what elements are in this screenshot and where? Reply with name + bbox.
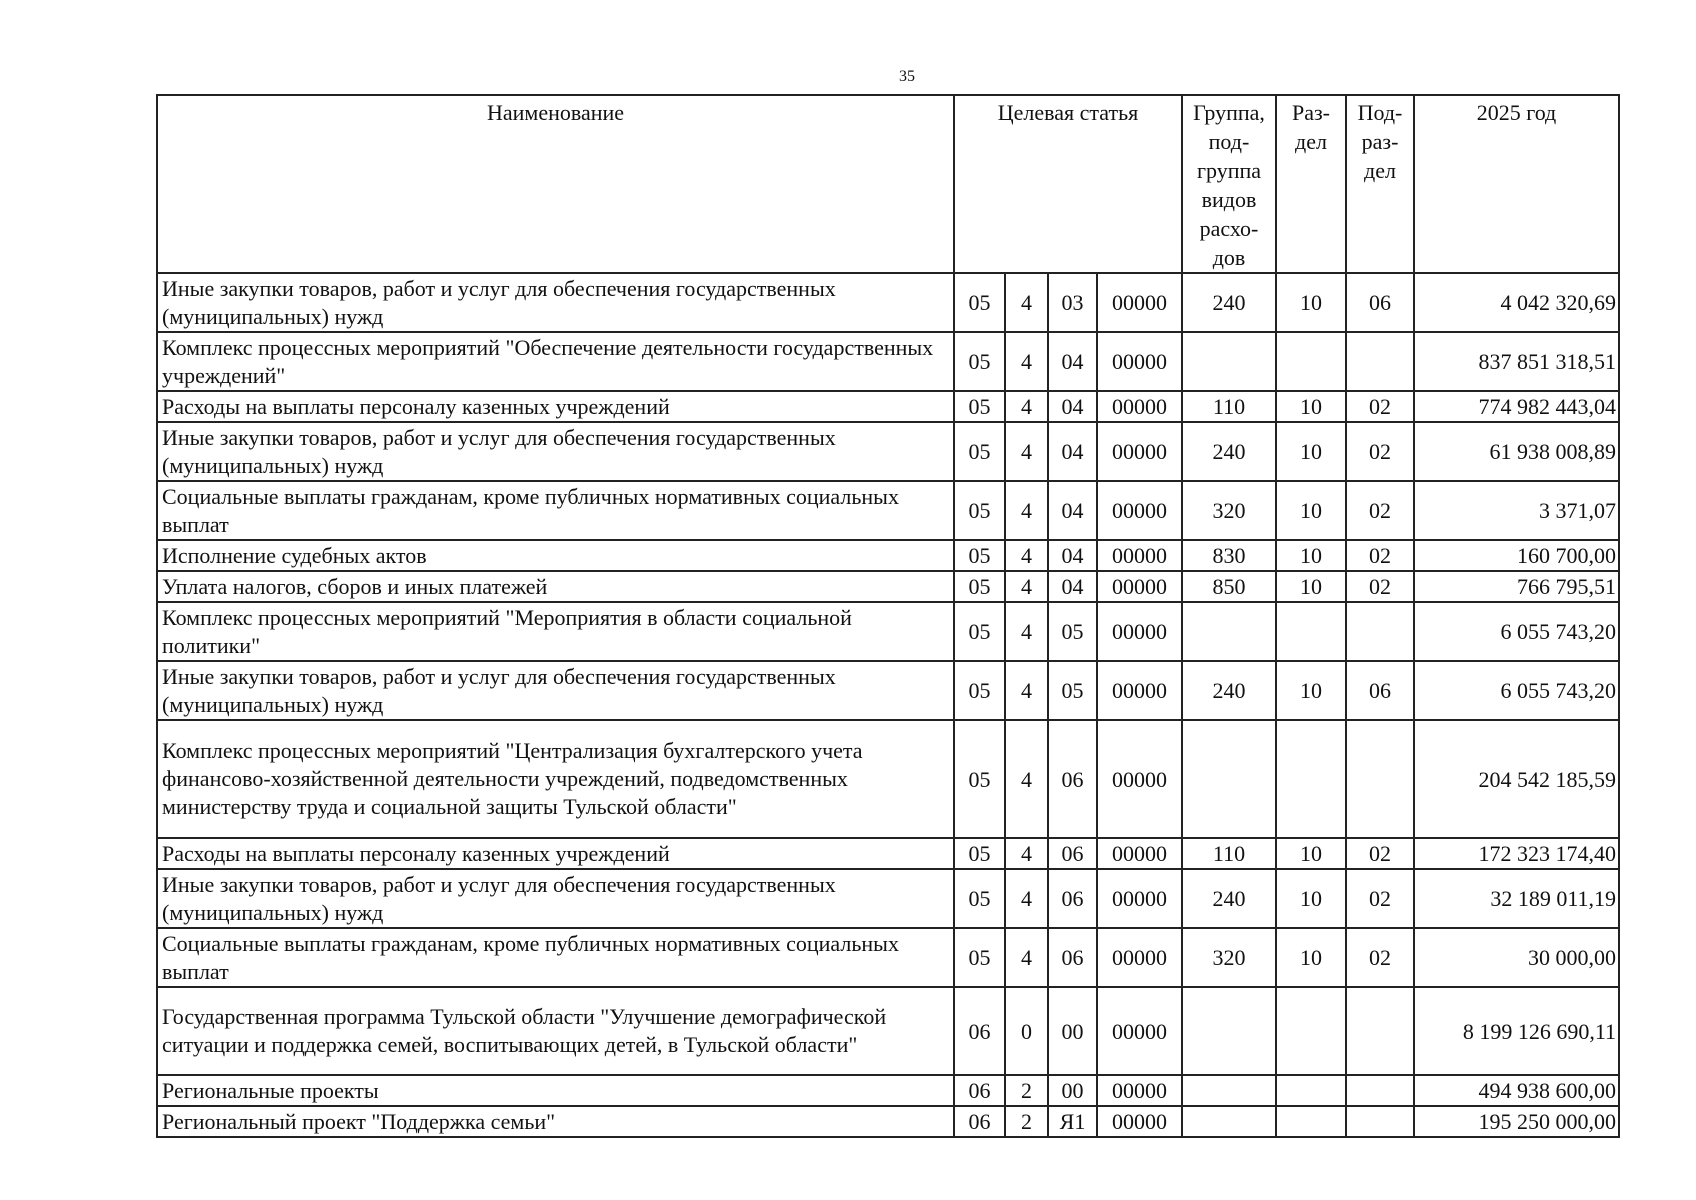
amount-2025: 774 982 443,04 [1414,391,1619,422]
code-subprogram: 4 [1005,928,1048,987]
code-subprogram: 4 [1005,481,1048,540]
code-element: 00 [1048,1075,1097,1106]
amount-2025: 6 055 743,20 [1414,602,1619,661]
subsection-code: 02 [1346,481,1414,540]
row-name: Расходы на выплаты персоналу казенных учреждений [157,838,954,869]
table-row [157,1106,1619,1137]
subsection-code: 02 [1346,391,1414,422]
table-row [157,273,1619,332]
expense-group: 110 [1182,838,1276,869]
code-program: 05 [954,332,1005,391]
code-direction: 00000 [1097,602,1182,661]
code-program: 06 [954,1075,1005,1106]
code-direction: 00000 [1097,422,1182,481]
subsection-code [1346,602,1414,661]
row-name: Региональные проекты [157,1075,954,1106]
expense-group [1182,720,1276,838]
code-direction: 00000 [1097,928,1182,987]
amount-2025: 494 938 600,00 [1414,1075,1619,1106]
row-name: Иные закупки товаров, работ и услуг для обеспечения государственных (муниципальных) нужд [157,869,954,928]
code-program: 05 [954,720,1005,838]
row-name: Иные закупки товаров, работ и услуг для обеспечения государственных (муниципальных) нужд [157,661,954,720]
table-header-row [157,95,1619,273]
header-subsection: Под- раз- дел [1346,95,1414,273]
code-direction: 00000 [1097,332,1182,391]
table-row [157,869,1619,928]
header-name: Наименование [157,95,954,273]
table-row [157,661,1619,720]
section-code: 10 [1276,273,1346,332]
table-row [157,928,1619,987]
section-code [1276,1075,1346,1106]
subsection-code: 06 [1346,273,1414,332]
header-group: Группа, под- группа видов расхо- дов [1182,95,1276,273]
table-row [157,481,1619,540]
subsection-code [1346,1106,1414,1137]
row-name: Уплата налогов, сборов и иных платежей [157,571,954,602]
code-subprogram: 4 [1005,273,1048,332]
section-code: 10 [1276,928,1346,987]
amount-2025: 3 371,07 [1414,481,1619,540]
expense-group: 320 [1182,928,1276,987]
table-row [157,332,1619,391]
page-number: 35 [899,68,915,85]
code-element: 04 [1048,332,1097,391]
amount-2025: 172 323 174,40 [1414,838,1619,869]
row-name: Региональный проект "Поддержка семьи" [157,1106,954,1137]
amount-2025: 837 851 318,51 [1414,332,1619,391]
code-subprogram: 4 [1005,540,1048,571]
code-element: 06 [1048,928,1097,987]
section-code [1276,602,1346,661]
amount-2025: 195 250 000,00 [1414,1106,1619,1137]
amount-2025: 4 042 320,69 [1414,273,1619,332]
subsection-code: 02 [1346,869,1414,928]
table-body [157,273,1619,1137]
row-name: Комплекс процессных мероприятий "Обеспечение деятельности государственных учреждений" [157,332,954,391]
table-row [157,987,1619,1075]
row-name: Социальные выплаты гражданам, кроме публичных нормативных социальных выплат [157,481,954,540]
row-name: Государственная программа Тульской области "Улучшение демографической ситуации и поддержка семей, воспитывающих детей, в Тульской области" [157,987,954,1075]
code-direction: 00000 [1097,720,1182,838]
amount-2025: 766 795,51 [1414,571,1619,602]
code-element: 06 [1048,720,1097,838]
code-program: 05 [954,661,1005,720]
code-program: 06 [954,1106,1005,1137]
code-direction: 00000 [1097,1106,1182,1137]
subsection-code: 02 [1346,422,1414,481]
code-subprogram: 2 [1005,1106,1048,1137]
section-code: 10 [1276,481,1346,540]
subsection-code [1346,987,1414,1075]
expense-group [1182,602,1276,661]
table-row [157,1075,1619,1106]
expense-group: 110 [1182,391,1276,422]
code-subprogram: 4 [1005,422,1048,481]
row-name: Иные закупки товаров, работ и услуг для обеспечения государственных (муниципальных) нужд [157,422,954,481]
code-element: 04 [1048,391,1097,422]
code-subprogram: 4 [1005,602,1048,661]
subsection-code: 02 [1346,571,1414,602]
code-program: 05 [954,273,1005,332]
code-subprogram: 2 [1005,1075,1048,1106]
table-row [157,391,1619,422]
code-element: 04 [1048,481,1097,540]
code-subprogram: 4 [1005,332,1048,391]
code-program: 05 [954,540,1005,571]
section-code [1276,332,1346,391]
code-direction: 00000 [1097,540,1182,571]
amount-2025: 204 542 185,59 [1414,720,1619,838]
amount-2025: 61 938 008,89 [1414,422,1619,481]
expense-group: 240 [1182,661,1276,720]
section-code: 10 [1276,391,1346,422]
code-program: 05 [954,422,1005,481]
code-direction: 00000 [1097,838,1182,869]
expense-group [1182,332,1276,391]
code-direction: 00000 [1097,869,1182,928]
code-element: 05 [1048,661,1097,720]
code-direction: 00000 [1097,987,1182,1075]
expense-group: 830 [1182,540,1276,571]
code-direction: 00000 [1097,273,1182,332]
section-code: 10 [1276,540,1346,571]
code-program: 05 [954,571,1005,602]
table-row [157,422,1619,481]
code-direction: 00000 [1097,661,1182,720]
code-element: 04 [1048,540,1097,571]
section-code [1276,720,1346,838]
code-direction: 00000 [1097,1075,1182,1106]
row-name: Расходы на выплаты персоналу казенных учреждений [157,391,954,422]
header-section: Раз- дел [1276,95,1346,273]
code-direction: 00000 [1097,391,1182,422]
header-year: 2025 год [1414,95,1619,273]
code-subprogram: 4 [1005,391,1048,422]
code-direction: 00000 [1097,481,1182,540]
amount-2025: 6 055 743,20 [1414,661,1619,720]
code-element: 06 [1048,838,1097,869]
section-code: 10 [1276,422,1346,481]
row-name: Социальные выплаты гражданам, кроме публичных нормативных социальных выплат [157,928,954,987]
code-subprogram: 4 [1005,571,1048,602]
row-name: Комплекс процессных мероприятий "Мероприятия в области социальной политики" [157,602,954,661]
expense-group: 240 [1182,273,1276,332]
expense-group [1182,1075,1276,1106]
code-subprogram: 4 [1005,838,1048,869]
code-program: 05 [954,391,1005,422]
section-code [1276,1106,1346,1137]
expense-group: 850 [1182,571,1276,602]
subsection-code [1346,720,1414,838]
expense-group [1182,987,1276,1075]
amount-2025: 30 000,00 [1414,928,1619,987]
code-program: 05 [954,869,1005,928]
amount-2025: 160 700,00 [1414,540,1619,571]
code-program: 06 [954,987,1005,1075]
header-target-article: Целевая статья [954,95,1182,273]
amount-2025: 32 189 011,19 [1414,869,1619,928]
code-element: Я1 [1048,1106,1097,1137]
code-element: 03 [1048,273,1097,332]
code-element: 06 [1048,869,1097,928]
budget-table [156,94,1620,1138]
subsection-code: 02 [1346,540,1414,571]
subsection-code: 06 [1346,661,1414,720]
table-row [157,720,1619,838]
amount-2025: 8 199 126 690,11 [1414,987,1619,1075]
row-name: Иные закупки товаров, работ и услуг для обеспечения государственных (муниципальных) нужд [157,273,954,332]
table-row [157,602,1619,661]
section-code: 10 [1276,571,1346,602]
row-name: Комплекс процессных мероприятий "Централизация бухгалтерского учета финансово-хозяйственной деятельности учреждений, подведомственных министерству труда и социальной защиты Тульской области" [157,720,954,838]
table-row [157,838,1619,869]
code-program: 05 [954,838,1005,869]
code-program: 05 [954,602,1005,661]
section-code: 10 [1276,869,1346,928]
section-code: 10 [1276,838,1346,869]
table-row [157,571,1619,602]
table-row [157,540,1619,571]
subsection-code [1346,1075,1414,1106]
code-program: 05 [954,481,1005,540]
expense-group: 240 [1182,869,1276,928]
code-subprogram: 4 [1005,720,1048,838]
code-direction: 00000 [1097,571,1182,602]
expense-group: 240 [1182,422,1276,481]
expense-group [1182,1106,1276,1137]
subsection-code [1346,332,1414,391]
subsection-code: 02 [1346,928,1414,987]
code-element: 05 [1048,602,1097,661]
code-subprogram: 4 [1005,661,1048,720]
section-code: 10 [1276,661,1346,720]
code-element: 04 [1048,571,1097,602]
code-element: 00 [1048,987,1097,1075]
row-name: Исполнение судебных актов [157,540,954,571]
subsection-code: 02 [1346,838,1414,869]
code-subprogram: 4 [1005,869,1048,928]
code-element: 04 [1048,422,1097,481]
code-program: 05 [954,928,1005,987]
expense-group: 320 [1182,481,1276,540]
section-code [1276,987,1346,1075]
code-subprogram: 0 [1005,987,1048,1075]
